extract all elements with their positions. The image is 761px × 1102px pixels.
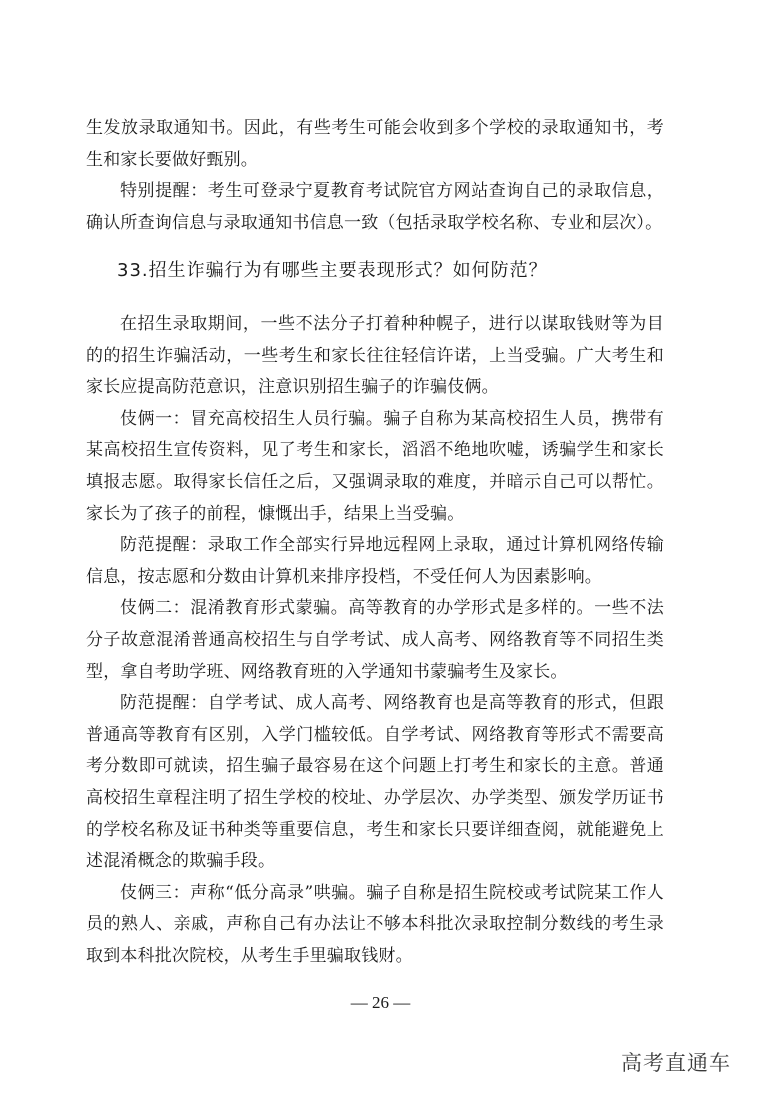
paragraph-intro: 在招生录取期间，一些不法分子打着种种幌子，进行以谋取钱财等为目的的招生诈骗活动，一些考生和家长往往轻信许诺，上当受骗。广大考生和家长应提高防范意识，注意识别招生骗子的诈骗伎俩。 [86,314,664,398]
paragraph-prevention-two: 防范提醒：自学考试、成人高考、网络教育也是高等教育的形式，但跟普通高等教育有区别，入学门槛较低。自学考试、网络教育等形式不需要高考分数即可就读，招生骗子最容易在这个问题上打考生和家长的主意。普通高校招生章程注明了招生学校的校址、办学层次、办学类型、颁发学历证书的学校名称及证书种类等重要信息，考生和家长只要详细查阅，就能避免上述混淆概念的欺骗手段。 [86,693,664,872]
paragraph-trick-two: 伎俩二：混淆教育形式蒙骗。高等教育的办学形式是多样的。一些不法分子故意混淆普通高校招生与自学考试、成人高考、网络教育等不同招生类型，拿自考助学班、网络教育班的入学通知书蒙骗考生及家长。 [86,598,664,682]
body-section [86,309,664,972]
page-number: — 26 — [350,993,411,1012]
watermark-text: 高考直通车 [621,1051,731,1075]
intro-section [86,113,664,239]
paragraph-trick-one: 伎俩一：冒充高校招生人员行骗。骗子自称为某高校招生人员，携带有某高校招生宣传资料，见了考生和家长，滔滔不绝地吹嘘，诱骗学生和家长填报志愿。取得家长信任之后，又强调录取的难度，并暗示自己可以帮忙。家长为了孩子的前程，慷慨出手，结果上当受骗。 [86,408,664,524]
section-heading: 33.招生诈骗行为有哪些主要表现形式？如何防范？ [117,260,548,281]
paragraph-continued: 生发放录取通知书。因此，有些考生可能会收到多个学校的录取通知书，考生和家长要做好甄别。 [86,118,664,170]
paragraph-trick-three: 伎俩三：声称“低分高录”哄骗。骗子自称是招生院校或考试院某工作人员的熟人、亲戚，声称自己有办法让不够本科批次录取控制分数线的考生录取到本科批次院校，从考生手里骗取钱财。 [86,882,664,966]
paragraph-special-reminder: 特别提醒：考生可登录宁夏教育考试院官方网站查询自己的录取信息，确认所查询信息与录取通知书信息一致（包括录取学校名称、专业和层次）。 [86,181,664,233]
paragraph-prevention-one: 防范提醒：录取工作全部实行异地远程网上录取，通过计算机网络传输信息，按志愿和分数由计算机来排序投档，不受任何人为因素影响。 [86,535,664,587]
